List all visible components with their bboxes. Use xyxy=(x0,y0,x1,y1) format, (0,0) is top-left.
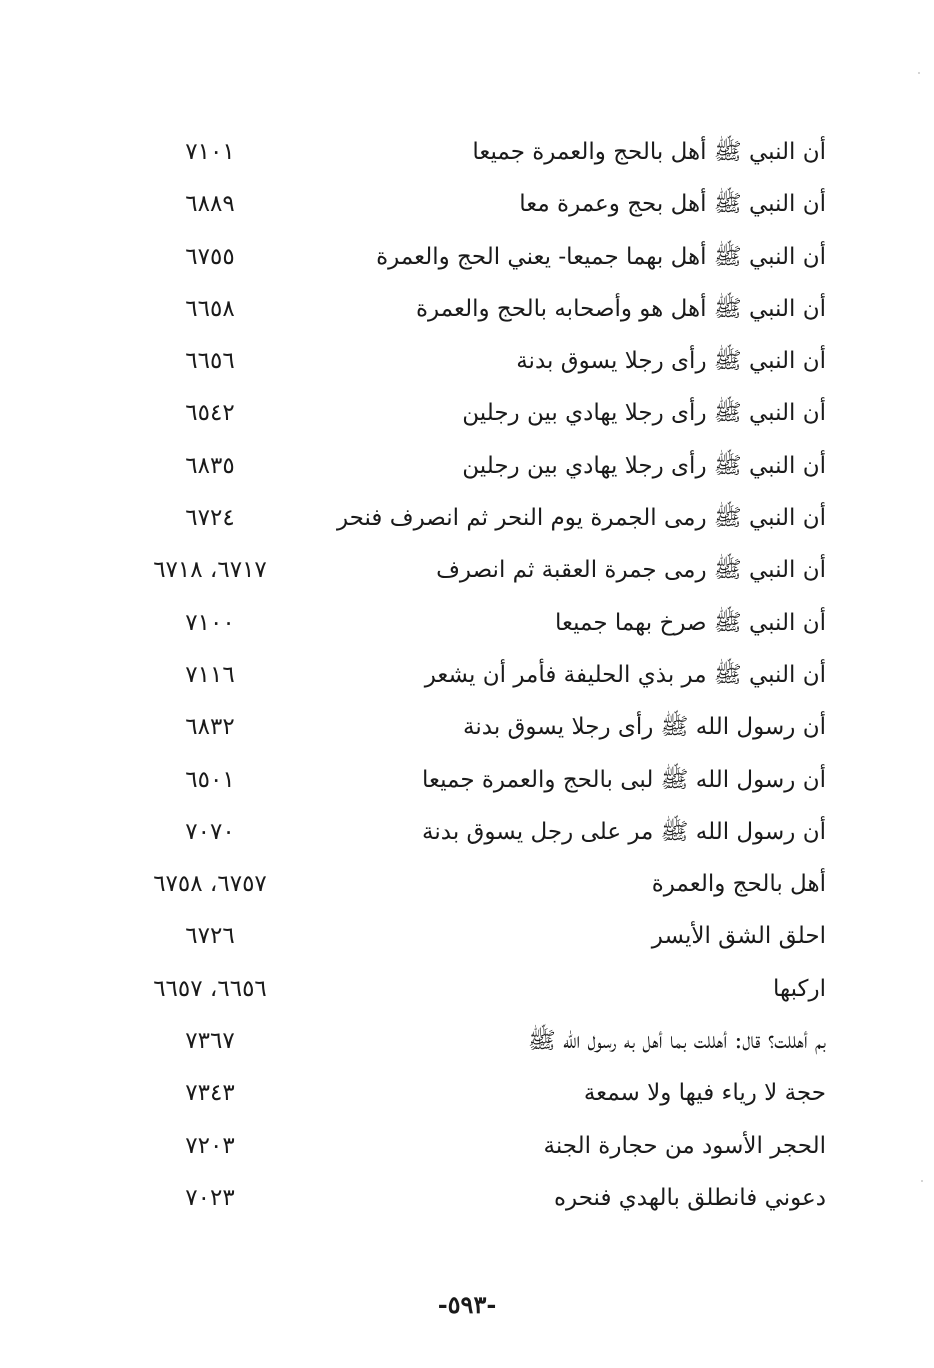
index-entry xyxy=(0,912,934,964)
hadith-number: ٦٦٥٨ xyxy=(185,295,235,322)
index-entry xyxy=(0,546,934,598)
index-entry xyxy=(0,128,934,180)
hadith-text: أن النبي ﷺ رمى الجمرة يوم النحر ثم انصرف فنحر xyxy=(336,505,826,532)
hadith-text: أن رسول الله ﷺ لبى بالحج والعمرة جميعا xyxy=(422,766,826,793)
hadith-text: أن رسول الله ﷺ رأى رجلا يسوق بدنة xyxy=(463,714,826,741)
hadith-text: حجة لا رياء فيها ولا سمعة xyxy=(583,1080,826,1107)
hadith-number: ٦٦٥٦، ٦٦٥٧ xyxy=(153,975,267,1002)
index-entry xyxy=(0,651,934,703)
hadith-text: أن النبي ﷺ رأى رجلا يهادي بين رجلين xyxy=(462,452,826,479)
hadith-number: ٦٧٥٧، ٦٧٥٨ xyxy=(153,871,267,898)
index-entry xyxy=(0,494,934,546)
index-entry xyxy=(0,1017,934,1069)
hadith-text: أن النبي ﷺ رمى جمرة العقبة ثم انصرف xyxy=(436,557,826,584)
index-entry xyxy=(0,233,934,285)
hadith-text: أن النبي ﷺ رأى رجلا يسوق بدنة xyxy=(516,348,826,375)
hadith-number: ٦٧٢٤ xyxy=(185,505,235,532)
hadith-number: ٧٣٦٧ xyxy=(185,1028,235,1055)
hadith-number: ٧١٠١ xyxy=(185,139,235,165)
hadith-number: ٧٠٧٠ xyxy=(185,818,235,845)
index-entry xyxy=(0,285,934,337)
hadith-number: ٦٦٥٦ xyxy=(185,348,235,375)
hadith-number: ٦٨٨٩ xyxy=(185,191,235,218)
hadith-text: أن النبي ﷺ صرخ بهما جميعا xyxy=(554,609,826,636)
page-number: -٥٩٣- xyxy=(437,1290,497,1319)
hadith-text: الحجر الأسود من حجارة الجنة xyxy=(543,1132,826,1159)
index-entry xyxy=(0,703,934,755)
hadith-number: ٦٧١٧، ٦٧١٨ xyxy=(153,557,267,584)
hadith-number: ٦٧٢٦ xyxy=(185,923,235,950)
index-entry xyxy=(0,1174,934,1226)
hadith-number: ٧٣٤٣ xyxy=(185,1080,235,1107)
hadith-text: بم أهللت؟ قال: أهللت بما أهل به رسول الله ﷺ xyxy=(527,1028,826,1055)
index-entry xyxy=(0,599,934,651)
hadith-number: ٦٧٥٥ xyxy=(185,243,235,270)
hadith-number: ٧٢٠٣ xyxy=(185,1132,235,1159)
hadith-text: اركبها xyxy=(773,975,826,1002)
hadith-text: أن النبي ﷺ أهل هو وأصحابه بالحج والعمرة xyxy=(415,295,826,322)
index-entry xyxy=(0,337,934,389)
hadith-number: ٧٠٢٣ xyxy=(185,1184,235,1211)
hadith-text: أن النبي ﷺ أهل بحج وعمرة معا xyxy=(519,191,826,218)
hadith-text: احلق الشق الأيسر xyxy=(651,923,826,950)
hadith-text: أن النبي ﷺ مر بذي الحليفة فأمر أن يشعر xyxy=(424,661,826,688)
index-entry xyxy=(0,1122,934,1174)
hadith-text: أن النبي ﷺ رأى رجلا يهادي بين رجلين xyxy=(462,400,826,427)
hadith-index-list xyxy=(0,128,934,1226)
index-entry xyxy=(0,808,934,860)
index-entry xyxy=(0,965,934,1017)
hadith-number: ٧١١٦ xyxy=(185,661,235,688)
hadith-number: ٦٨٣٥ xyxy=(185,452,235,479)
index-entry xyxy=(0,1069,934,1121)
hadith-text: أن النبي ﷺ أهل بالحج والعمرة جميعا xyxy=(472,139,826,165)
hadith-number: ٧١٠٠ xyxy=(185,609,235,636)
index-entry xyxy=(0,442,934,494)
page-speck xyxy=(918,72,920,74)
hadith-text: أن رسول الله ﷺ مر على رجل يسوق بدنة xyxy=(422,818,826,845)
index-entry xyxy=(0,860,934,912)
hadith-number: ٦٥٠١ xyxy=(185,766,235,793)
index-entry xyxy=(0,756,934,808)
hadith-text: دعوني فانطلق بالهدي فنحره xyxy=(553,1184,826,1211)
index-entry xyxy=(0,389,934,441)
index-entry xyxy=(0,180,934,232)
hadith-text: أهل بالحج والعمرة xyxy=(651,871,826,898)
hadith-text: أن النبي ﷺ أهل بهما جميعا- يعني الحج والعمرة xyxy=(376,243,826,270)
hadith-number: ٦٨٣٢ xyxy=(185,714,235,741)
hadith-number: ٦٥٤٢ xyxy=(185,400,235,427)
